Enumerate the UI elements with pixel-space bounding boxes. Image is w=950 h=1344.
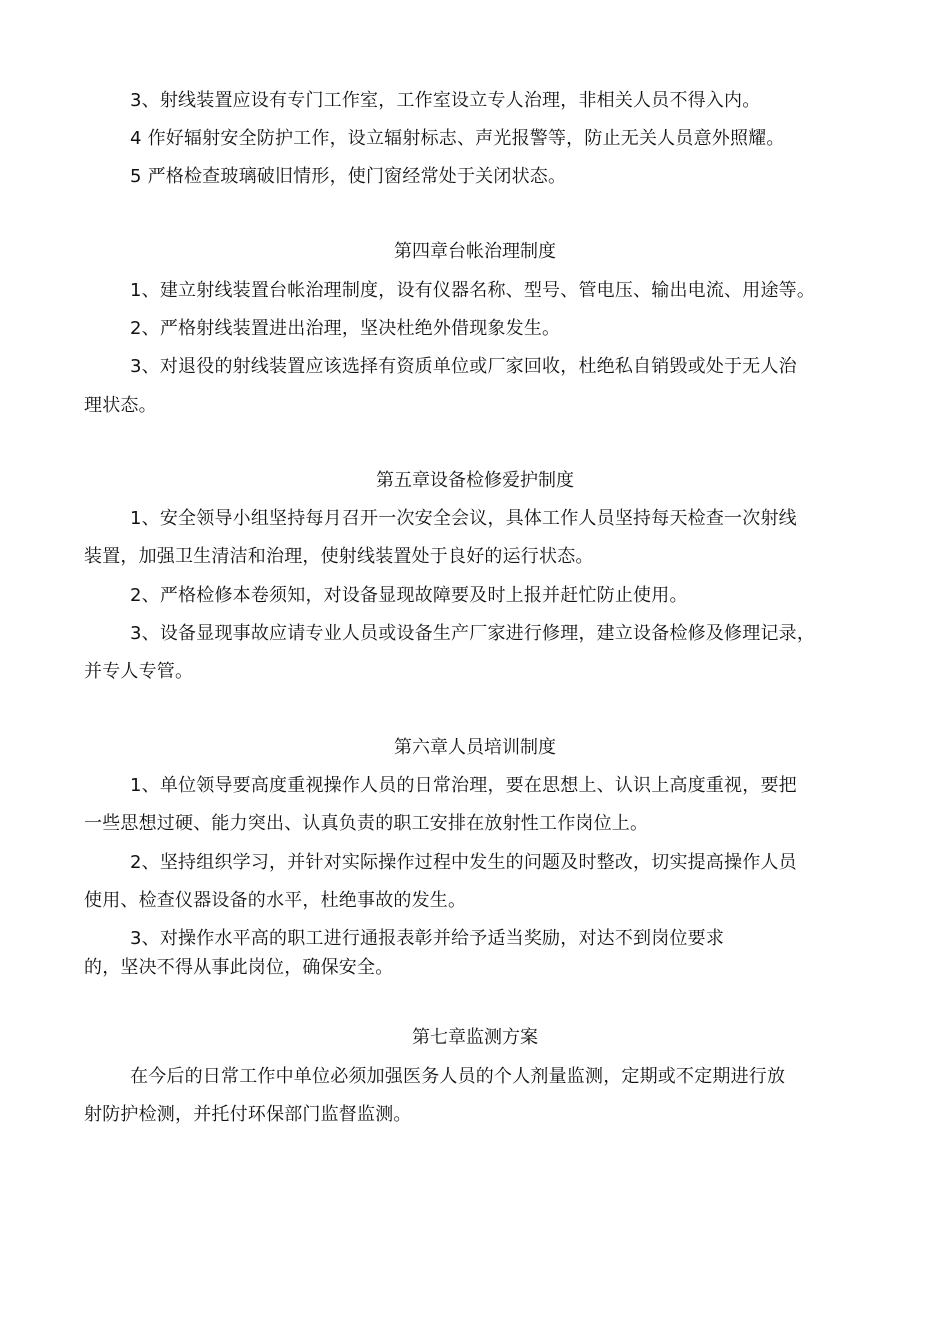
chapter6-line-2: 一些思想过硬、能力突出、认真负责的职工安排在放射性工作岗位上。 [84, 813, 649, 834]
chapter6-line-4: 使用、检查仪器设备的水平，杜绝事故的发生。 [84, 890, 467, 911]
chapter5-line-3: 2、严格检修本卷须知，对设备显现故障要及时上报并赶忙防止使用。 [130, 585, 688, 606]
chapter5-line-1: 1、安全领导小组坚持每月召开一次安全会议，具体工作人员坚持每天检查一次射线 [130, 508, 797, 529]
chapter5-line-2: 装置，加强卫生清洁和治理，使射线装置处于良好的运行状态。 [84, 546, 594, 567]
chapter7-line-2: 射防护检测，并托付环保部门监督监测。 [84, 1104, 412, 1125]
chapter7-line-1: 在今后的日常工作中单位必须加强医务人员的个人剂量监测，定期或不定期进行放 [130, 1066, 786, 1087]
chapter4-line-2: 2、严格射线装置进出治理，坚决杜绝外借现象发生。 [130, 318, 561, 339]
chapter6-line-1: 1、单位领导要高度重视操作人员的日常治理，要在思想上、认识上高度重视，要把 [130, 775, 797, 796]
chapter4-line-3: 3、对退役的射线装置应该选择有资质单位或厂家回收，杜绝私自销毁或处于无人治 [130, 356, 797, 377]
chapter6-line-3: 2、坚持组织学习，并针对实际操作过程中发生的问题及时整改，切实提高操作人员 [130, 852, 797, 873]
section3-item-3: 3、射线装置应设有专门工作室，工作室设立专人治理，非相关人员不得入内。 [130, 90, 761, 111]
chapter4-line-1: 1、建立射线装置台帐治理制度，设有仪器名称、型号、管电压、输出电流、用途等。 [130, 280, 816, 301]
chapter5-title: 第五章设备检修爱护制度 [376, 470, 574, 491]
section3-item-5: 5 严格检查玻璃破旧情形，使门窗经常处于关闭状态。 [130, 166, 567, 187]
section3-item-4: 4 作好辐射安全防护工作，设立辐射标志、声光报警等，防止无关人员意外照耀。 [130, 128, 785, 149]
chapter5-line-5: 并专人专管。 [84, 661, 194, 682]
chapter7-title: 第七章监测方案 [412, 1027, 538, 1048]
chapter4-title: 第四章台帐治理制度 [394, 241, 556, 262]
chapter4-line-4: 理状态。 [84, 395, 157, 416]
chapter6-title: 第六章人员培训制度 [394, 737, 556, 758]
chapter6-line-5: 3、对操作水平高的职工进行通报表彰并给予适当奖励，对达不到岗位要求 [130, 928, 725, 949]
chapter6-line-6: 的，坚决不得从事此岗位，确保安全。 [84, 957, 394, 978]
chapter5-line-4: 3、设备显现事故应请专业人员或设备生产厂家进行修理，建立设备检修及修理记录， [130, 623, 816, 644]
